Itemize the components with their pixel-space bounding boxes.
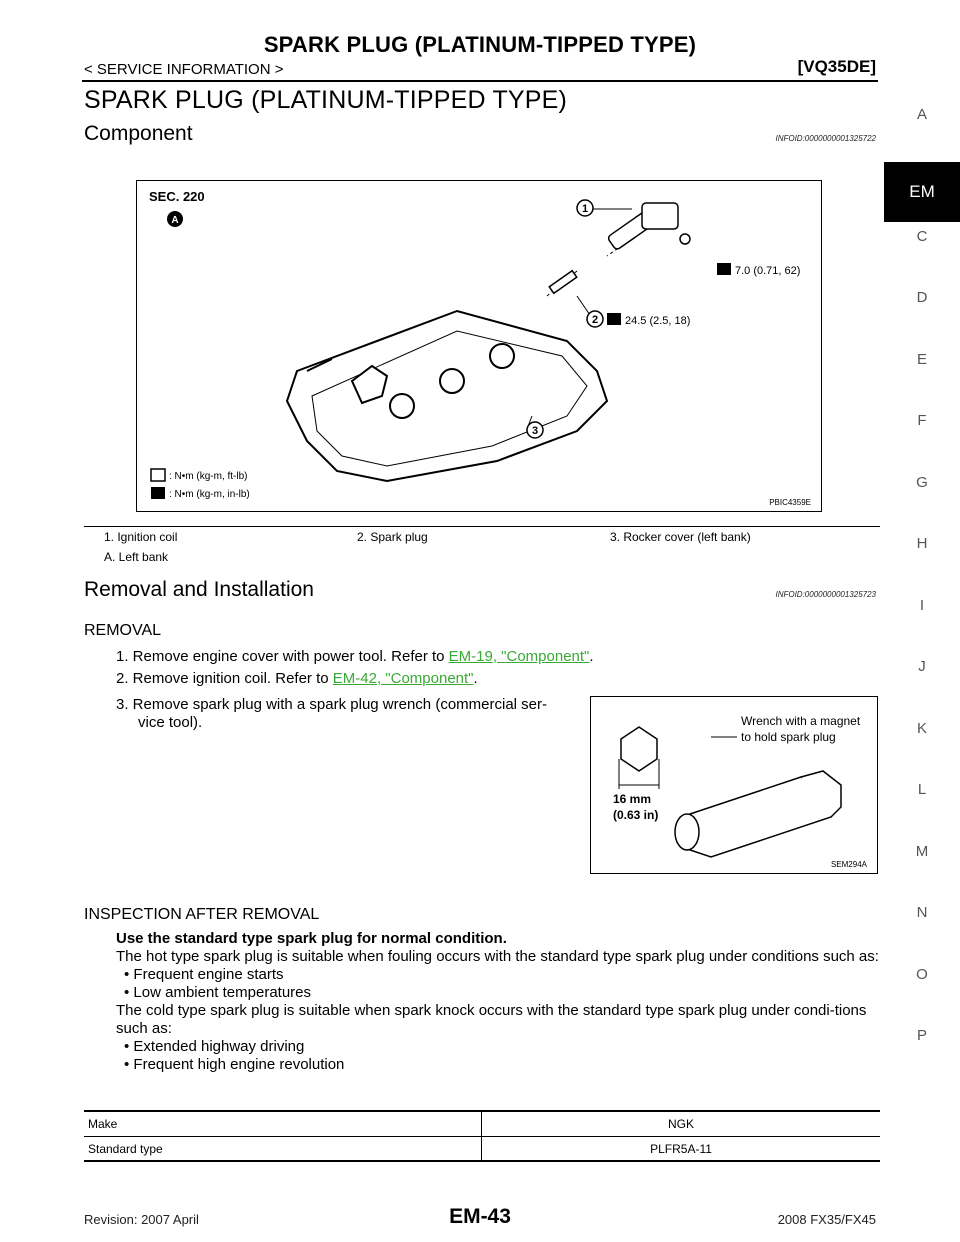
component-figure [136,180,822,512]
callout-1-label: 1 [581,203,589,215]
index-tab-n[interactable]: N [916,904,928,921]
legend-empty [590,547,843,567]
unit-icon-2 [151,487,165,499]
cold-plug-bullet-2: • Frequent high engine revolution [124,1056,345,1073]
step-1-text: 1. Remove engine cover with power tool. Refer to [116,648,449,665]
removal-infoid: INFOID:0000000001325723 [775,590,876,599]
index-tab-f[interactable]: F [917,412,927,429]
unit-text-2: : N•m (kg-m, in-lb) [169,489,250,500]
size-label-1: 16 mm [613,792,652,806]
section-index [884,100,960,1083]
legend-item-ignition-coil: 1. Ignition coil [104,530,178,544]
index-tab-l[interactable]: L [917,781,927,798]
figure-sec-number: SEC. 220 [149,189,205,204]
step-2-period: . [473,670,478,687]
index-tab-k[interactable]: K [916,719,927,737]
legend-item-spark-plug: 2. Spark plug [357,530,428,544]
step-1 [116,648,594,665]
torque-icon-1 [717,263,731,275]
coil-bolt [680,234,690,244]
footer-revision: Revision: 2007 April [84,1212,199,1227]
torque-icon-2 [607,313,621,325]
torque-value-2: 24.5 (2.5, 18) [625,315,691,327]
removal-subheading: REMOVAL [84,622,162,639]
index-tab-em[interactable]: EM [884,162,960,222]
table-row [84,1112,880,1136]
plug-hole-3 [390,394,414,418]
torque-value-1: 7.0 (0.71, 62) [735,265,801,277]
index-tab-c[interactable]: C [916,227,928,245]
wrench-socket-end [675,814,699,850]
spec-label-make: Make [84,1112,482,1136]
legend-empty [337,547,590,567]
step-3-line-1: 3. Remove spark plug with a spark plug wrench (commercial ser- [116,696,547,713]
hot-plug-bullet-2: • Low ambient temperatures [124,984,312,1001]
legend-row [84,527,880,547]
step-1-period: . [589,648,594,665]
step-3-line-2: vice tool). [138,714,203,731]
step-2 [116,670,478,687]
wrench-figure [590,696,878,874]
index-tab-h[interactable]: H [916,535,928,552]
wrench-body [681,777,831,857]
standard-plug-note: Use the standard type spark plug for normal condition. [116,930,507,947]
inspection-subheading: INSPECTION AFTER REMOVAL [84,906,320,923]
hot-plug-paragraph: The hot type spark plug is suitable when fouling occurs with the standard type spark plug under conditions such as: [116,948,879,965]
index-tab-p[interactable]: P [916,1027,927,1044]
coil-connector-shape [642,203,678,229]
index-tab-m[interactable]: M [915,842,929,860]
wrench-label-2: to hold spark plug [741,730,836,744]
step-2-text: 2. Remove ignition coil. Refer to [116,670,333,687]
cold-plug-paragraph: The cold type spark plug is suitable when spark knock occurs with the standard type spark plug under condi-tions such as: [116,1002,867,1037]
page-title: SPARK PLUG (PLATINUM-TIPPED TYPE) [84,86,568,114]
engine-code: [VQ35DE] [797,57,876,76]
component-infoid: INFOID:0000000001325722 [775,134,876,143]
size-label-2: (0.63 in) [613,808,659,822]
component-drawing [137,181,823,513]
unit-icon-1 [151,469,165,481]
callout-3-label: 3 [531,425,539,437]
wrench-label-1: Wrench with a magnet [741,714,861,728]
index-tab-i[interactable]: I [919,596,925,614]
unit-text-1: : N•m (kg-m, ft-lb) [169,471,248,482]
header-divider [82,80,878,82]
spark-plug-shape [549,271,577,294]
plug-hole-2 [440,369,464,393]
plug-hole-1 [490,344,514,368]
component-heading: Component [84,122,193,145]
index-tab-e[interactable]: E [916,350,927,368]
hex-nut-shape [621,727,657,771]
inspection-body [116,930,880,1074]
legend-row [84,547,880,567]
table-row [84,1136,880,1160]
legend-item-rocker-cover: 3. Rocker cover (left bank) [610,530,751,544]
spec-value-make: NGK [667,1117,694,1131]
em-19-link[interactable]: EM-19, "Component" [448,648,590,665]
index-tab-d[interactable]: D [916,289,928,306]
component-legend [84,526,880,567]
footer-model: 2008 FX35/FX45 [777,1212,876,1227]
callout-a-label: A [171,215,179,226]
footer-page-number: EM-43 [449,1205,511,1228]
index-tab-o[interactable]: O [916,965,928,983]
spec-value-standard-type: PLFR5A-11 [650,1142,712,1156]
removal-heading: Removal and Installation [84,578,314,601]
index-tab-j[interactable]: J [918,658,926,675]
legend-item-left-bank: A. Left bank [104,550,169,564]
index-tab-g[interactable]: G [916,473,928,491]
rocker-cover-outline [287,311,607,481]
index-tab-a[interactable]: A [916,106,927,123]
page-header-title: SPARK PLUG (PLATINUM-TIPPED TYPE) [263,32,697,57]
section-breadcrumb: < SERVICE INFORMATION > [84,61,284,78]
figure-code: PBIC4359E [769,498,811,507]
callout-2-label: 2 [591,314,599,326]
wrench-drawing [591,697,879,875]
spark-plug-spec-table [84,1110,880,1162]
hot-plug-bullet-1: • Frequent engine starts [124,966,284,983]
wrench-figure-code: SEM294A [830,860,867,869]
cold-plug-bullet-1: • Extended highway driving [124,1038,305,1055]
em-42-link[interactable]: EM-42, "Component" [332,670,474,687]
spec-label-standard-type: Standard type [84,1137,482,1160]
